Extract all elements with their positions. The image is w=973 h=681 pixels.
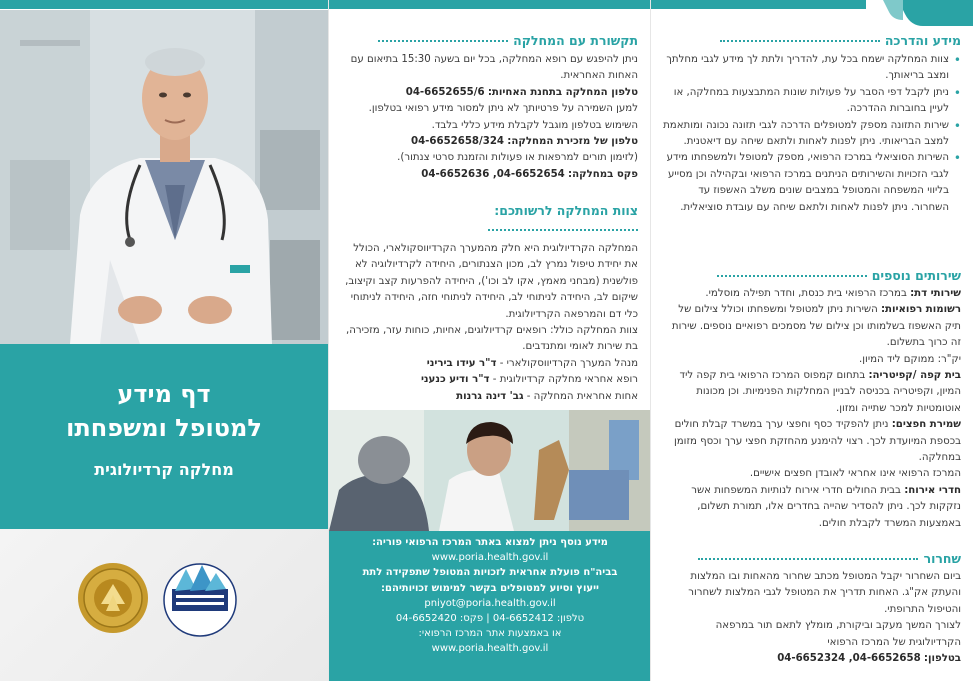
rooms-label: חדרי אירוח: <box>904 484 961 496</box>
discharge-p1: ביום השחרור יקבל המטופל מכתב שחרור מהאחות ובו המלצות והעתק אק"ג. האחות תדריך את המטופל לגבי המלצות לשחרור והטיפול התרופתי. <box>688 571 961 615</box>
cover-title-line1: דף מידע <box>117 380 211 408</box>
top-accent-bar-mid <box>329 0 650 9</box>
team-section <box>341 200 638 427</box>
team-m1-name: ד"ר עידו ביריני <box>426 357 497 369</box>
top-accent-bar <box>0 0 328 9</box>
team-p2: צוות המחלקה כולל: רופאים קרדיולוגים, אחיות, כוחות עזר, מזכירה, בת שירות לאומי ומתנדבים. <box>345 325 638 353</box>
contact-p1: ניתן להיפגש עם רופא המחלקה, בכל יום בשעה 15:30 בתיאום עם האחות האחראית. <box>350 54 638 82</box>
info-item: • שירות התזונה מספק למטופלים הדרכה לגבי תזונה נכונה ומותאמת למצב הבריאותי. ניתן לפנות לאחות ולתאם שיחה עם דיאטנית. <box>661 118 961 151</box>
team-m3-name: גב' דינה גרנות <box>456 390 524 402</box>
team-m1-role: מנהל המערך הקרדיווסקולארי - <box>499 357 638 369</box>
top-accent-bar-right <box>651 0 866 9</box>
contact-section <box>341 30 638 183</box>
title-dots <box>720 40 880 42</box>
valuables-label: שמירת חפצים: <box>891 419 961 431</box>
team-m2-role: רופא אחראי מחלקה קרדיולוגית - <box>492 374 638 386</box>
secretary-phone: 04-6652658/324 <box>411 136 505 148</box>
info-item: • השירות הסוציאלי במרכז הרפואי, מספק למטופל ולמשפחתו מידע לגבי הזכויות והשירותים הניתנים במרכז הרפואי ובקהילה וכן מסייע בליווי המשפחה והמטופל במצבים שונים משלב האשפוז עד השחרור. ניתן לפנות לאחות ולתאם שיחה עם עובדת סוציאלית. <box>661 150 961 216</box>
cover-panel <box>0 0 328 681</box>
secretary-label: טלפון של מזכירת המחלקה: <box>507 136 638 148</box>
cover-title-line2: למטופל ומשפחתו <box>66 414 262 442</box>
fax-label: פקס במחלקה: <box>568 168 638 180</box>
liability-text: המרכז הרפואי אינו אחראי לאובדן חפצים אישיים. <box>749 468 961 480</box>
religion-text: במרכז הרפואי בית כנסת, וחדר תפילה מוסלמי. <box>705 288 907 299</box>
footer-line4: ייעוץ וסיוע למטופלים בקשר למימוש זכויותיהם: <box>381 582 599 594</box>
info-section <box>661 30 961 216</box>
team-title: צוות המחלקה לרשותכם: <box>494 203 638 218</box>
corner-decoration <box>863 0 973 30</box>
discharge-phone-label: בטלפון: <box>923 653 961 665</box>
footer-email[interactable]: pniyot@poria.health.gov.il <box>424 597 556 609</box>
contact-p2: למען השמירה על פרטיותך לא ניתן למסור מידע רפואי בטלפון. השימוש בטלפון מוגבל לקבלת מידע כללי בלבד. <box>368 103 638 131</box>
nurses-phone-label: טלפון המחלקה בתחנת האחיות: <box>487 86 638 98</box>
cafe-text: בתחום קמפוס המרכז הרפואי בית קפה ליד המיון, וקפיטריה בכניסה לבניין המחלקות הפנימיות. וכן מכונות אוטומטיות למכר שתייה ומזון. <box>679 370 961 414</box>
title-dots <box>378 40 508 42</box>
hospital-logos <box>0 529 328 681</box>
info-item: • צוות המחלקה ישמח בכל עת, להדריך ולתת לך מידע לגבי מחלתך ומצב בריאותך. <box>661 52 961 85</box>
right-panel <box>650 0 973 681</box>
valuables-text: ניתן להפקיד כסף וחפצי ערך במשרד קבלת חולים בכספת המיועדת לכך. רצוי להימנע מהחזקת חפצי ערך וכסף מזומן במחלקה. <box>673 419 961 464</box>
info-item: • ניתן לקבל דפי הסבר על פעולות שונות המתבצעות במחלקה, או לעיין בחוברות ההדרכה. <box>661 85 961 118</box>
nurse-photo <box>329 410 650 531</box>
fax-number: 04-6652654, 04-6652636 <box>421 168 565 180</box>
discharge-section <box>661 548 961 667</box>
records-label: רשומות רפואיות: <box>880 304 961 316</box>
team-m3-role: אחות אחראית המחלקה - <box>526 390 638 402</box>
cover-title-box <box>0 344 328 529</box>
title-dots <box>717 275 867 277</box>
records-text: השירות ניתן למטופל ומשפחתו וכולל צילום של תיק האשפוז בשלמותו וכן צילום של מסמכים רפואיים נוספים. שירות זה כרוך בתשלום. <box>671 304 961 349</box>
aroma-text: יק"ר: ממוקם ליד המיון. <box>859 353 961 365</box>
footer-line3: בביה"ח פועלת אחראית לזכויות המטופל שתפקידה לתת <box>362 567 618 579</box>
footer-website2[interactable]: www.poria.health.gov.il <box>431 643 549 655</box>
rights-footer <box>329 531 650 681</box>
services-section <box>661 265 961 532</box>
cover-subtitle: מחלקה קרדיולוגית <box>94 460 234 479</box>
team-m2-name: ד"ר ודיע כנעני <box>420 374 490 386</box>
discharge-phone: 04-6652658, 04-6652324 <box>777 653 921 665</box>
footer-line1: מידע נוסף ניתן למצוא באתר המרכז הרפואי פוריה: <box>372 537 608 548</box>
title-dots <box>698 558 918 560</box>
footer-website1[interactable]: www.poria.health.gov.il <box>431 552 549 564</box>
logos-area <box>0 529 328 681</box>
services-title: שירותים נוספים <box>871 268 961 283</box>
footer-line7: או באמצעות אתר המרכז הרפואי: <box>418 628 562 640</box>
rooms-text: בבית החולים חדרי אירוח לנותיות המשפחות אשר נזקקות לכך. ניתן להסדיר שהייה בחדרים אלו, תמורת תשלום, באמצעות המשרד לקבלת חולים. <box>691 484 961 529</box>
contact-title: תקשורת עם המחלקה <box>513 33 638 48</box>
info-title: מידע והדרכה <box>884 33 961 48</box>
nurses-phone: 04-6652655/6 <box>405 86 485 98</box>
secretary-note: (לזימון תורים למרפאות או פעולות והזמנת סרטי צנתור). <box>397 152 638 164</box>
doctor-photo <box>0 10 328 344</box>
discharge-p2: לצורך המשך מעקב וביקורת, מומלץ לתאם תור במרפאה הקרדיולוגית של המרכז הרפואי <box>715 620 961 648</box>
title-dots <box>488 229 638 231</box>
religion-label: שירותי דת: <box>910 288 961 299</box>
discharge-title: שחרור <box>923 551 961 566</box>
middle-panel <box>328 0 650 681</box>
team-p1: המחלקה הקרדיולוגית היא חלק מהמערך הקרדיווסקולארי, הכולל את יחידת טיפול נמרץ לב, מכון הצנתורים, היחידה לקרדיולוגיה לא פולשנית (מבחני מאמץ, אקו לב וכו'), היחידה להפרעות קצב וקיצוב, שיקום לב, היחידה לניתוחי לב, היחידה לניתוחי חזה, היחידה לניתוחי כלי דם והמרפאה הקרדיולוגית. <box>345 243 638 320</box>
cafe-label: בית קפה /קפיטריה: <box>868 370 961 382</box>
footer-phone-fax: טלפון: 04-6652412 | פקס: 04-6652420 <box>395 613 585 625</box>
